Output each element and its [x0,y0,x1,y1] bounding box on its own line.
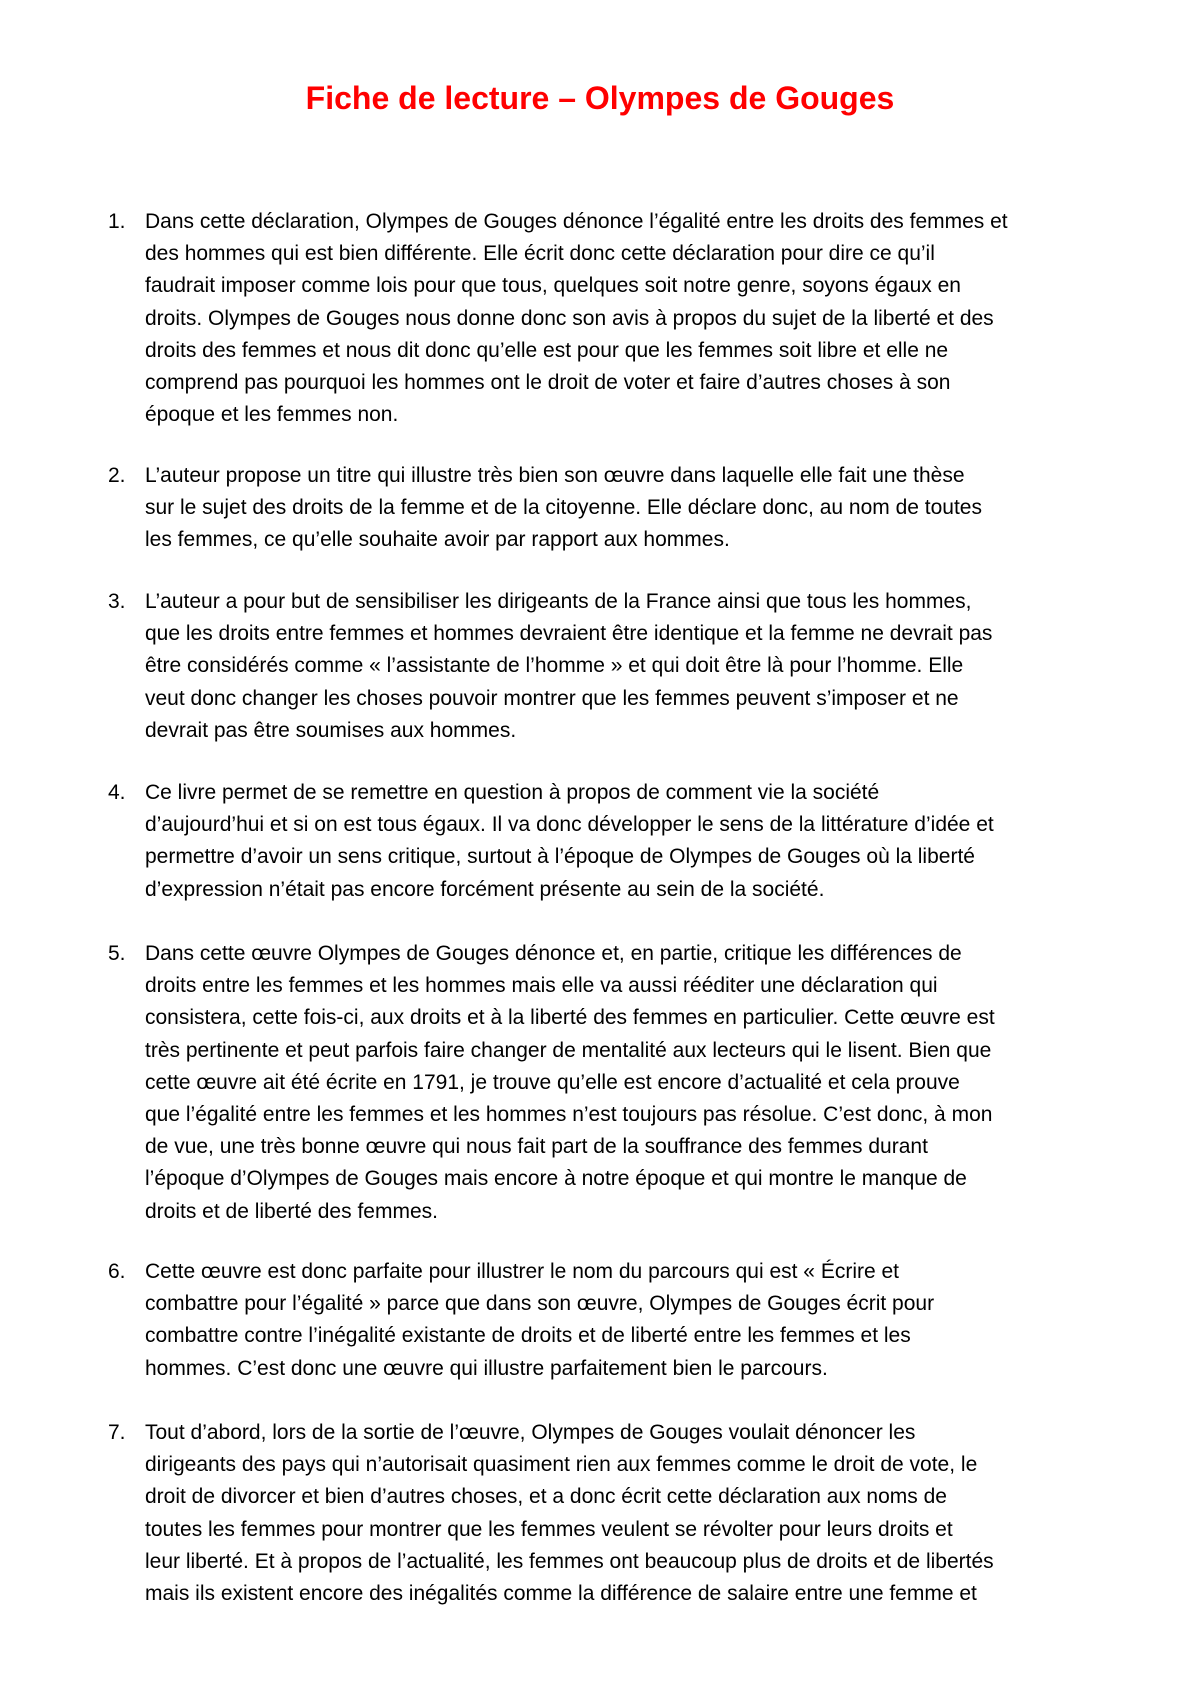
item-number: 6. [108,1260,126,1283]
text-line: mais ils existent encore des inégalités comme la différence de salaire entre une femme et [145,1582,977,1606]
item-text [145,938,1145,1228]
text-line: les femmes, ce qu’elle souhaite avoir par rapport aux hommes. [145,528,730,552]
text-line: que les droits entre femmes et hommes devraient être identique et la femme ne devrait pas [145,622,993,646]
text-line: époque et les femmes non. [145,403,399,427]
text-line: l’époque d’Olympes de Gouges mais encore à notre époque et qui montre le manque de [145,1167,967,1191]
text-line: Ce livre permet de se remettre en question à propos de comment vie la société [145,781,880,804]
item-text [145,586,1145,747]
item-number: 1. [108,210,126,233]
text-line: toutes les femmes pour montrer que les femmes veulent se révolter pour leurs droits et [145,1517,953,1541]
text-line: droits. Olympes de Gouges nous donne donc son avis à propos du sujet de la liberté et des [145,306,994,330]
item-number: 3. [108,590,126,613]
text-line: de vue, une très bonne œuvre qui nous fait part de la souffrance des femmes durant [145,1135,928,1159]
text-line: combattre contre l’inégalité existante de droits et de liberté entre les femmes et les [145,1324,911,1348]
text-line: des hommes qui est bien différente. Elle écrit donc cette déclaration pour dire ce qu’il [145,242,935,266]
text-line: très pertinente et peut parfois faire changer de mentalité aux lecteurs qui le lisent. Bien que [145,1038,992,1062]
text-line: droits des femmes et nous dit donc qu’elle est pour que les femmes soit libre et elle ne [145,338,949,362]
text-line: cette œuvre ait été écrite en 1791, je trouve qu’elle est encore d’actualité et cela prouve [145,1070,960,1094]
text-line: faudrait imposer comme lois pour que tous, quelques soit notre genre, soyons égaux en [145,274,961,298]
page-title: Fiche de lecture – Olympes de Gouges [305,80,895,116]
item-number: 7. [108,1421,126,1444]
text-line: combattre pour l’égalité » parce que dans son œuvre, Olympes de Gouges écrit pour [145,1292,935,1316]
item-number: 5. [108,942,126,965]
item-number: 4. [108,781,126,804]
text-line: comprend pas pourquoi les hommes ont le droit de voter et faire d’autres choses à son [145,371,951,395]
text-line: dirigeants des pays qui n’autorisait quasiment rien aux femmes comme le droit de vote, le [145,1453,978,1477]
text-line: droits et de liberté des femmes. [145,1199,438,1223]
text-line: hommes. C’est donc une œuvre qui illustre parfaitement bien le parcours. [145,1356,828,1380]
text-line: être considérés comme « l’assistante de l’homme » et qui doit être là pour l’homme. Elle [145,654,964,678]
text-line: droits entre les femmes et les hommes mais elle va aussi rééditer une déclaration qui [145,974,938,998]
text-line: veut donc changer les choses pouvoir montrer que les femmes peuvent s’imposer et ne [145,686,959,710]
text-line: que l’égalité entre les femmes et les hommes n’est toujours pas résolue. C’est donc, à mon [145,1103,993,1127]
item-text [145,1256,1145,1385]
text-line: sur le sujet des droits de la femme et de la citoyenne. Elle déclare donc, au nom de toutes [145,496,982,520]
text-line: L’auteur a pour but de sensibiliser les dirigeants de la France ainsi que tous les hommes, [145,590,972,613]
item-text [145,1417,1145,1610]
text-line: devrait pas être soumises aux hommes. [145,718,517,742]
item-text [145,206,1145,431]
item-text [145,460,1145,557]
item-number: 2. [108,464,126,487]
text-line: Tout d’abord, lors de la sortie de l’œuvre, Olympes de Gouges voulait dénoncer les [145,1421,916,1444]
text-line: Dans cette déclaration, Olympes de Gouges dénonce l’égalité entre les droits des femmes et [145,210,1008,233]
text-line: consistera, cette fois-ci, aux droits et à la liberté des femmes en particulier. Cette œuvre est [145,1006,995,1030]
text-line: permettre d’avoir un sens critique, surtout à l’époque de Olympes de Gouges où la liberté [145,845,975,869]
item-text [145,777,1145,906]
text-line: leur liberté. Et à propos de l’actualité, les femmes ont beaucoup plus de droits et de libertés [145,1549,994,1573]
text-line: Cette œuvre est donc parfaite pour illustrer le nom du parcours qui est « Écrire et [145,1260,900,1283]
text-line: d’expression n’était pas encore forcément présente au sein de la société. [145,877,825,901]
text-line: L’auteur propose un titre qui illustre très bien son œuvre dans laquelle elle fait une thèse [145,464,965,487]
text-line: Dans cette œuvre Olympes de Gouges dénonce et, en partie, critique les différences de [145,942,962,965]
text-line: droit de divorcer et bien d’autres choses, et a donc écrit cette déclaration aux noms de [145,1485,947,1509]
text-line: d’aujourd’hui et si on est tous égaux. Il va donc développer le sens de la littérature d’idée et [145,813,994,837]
